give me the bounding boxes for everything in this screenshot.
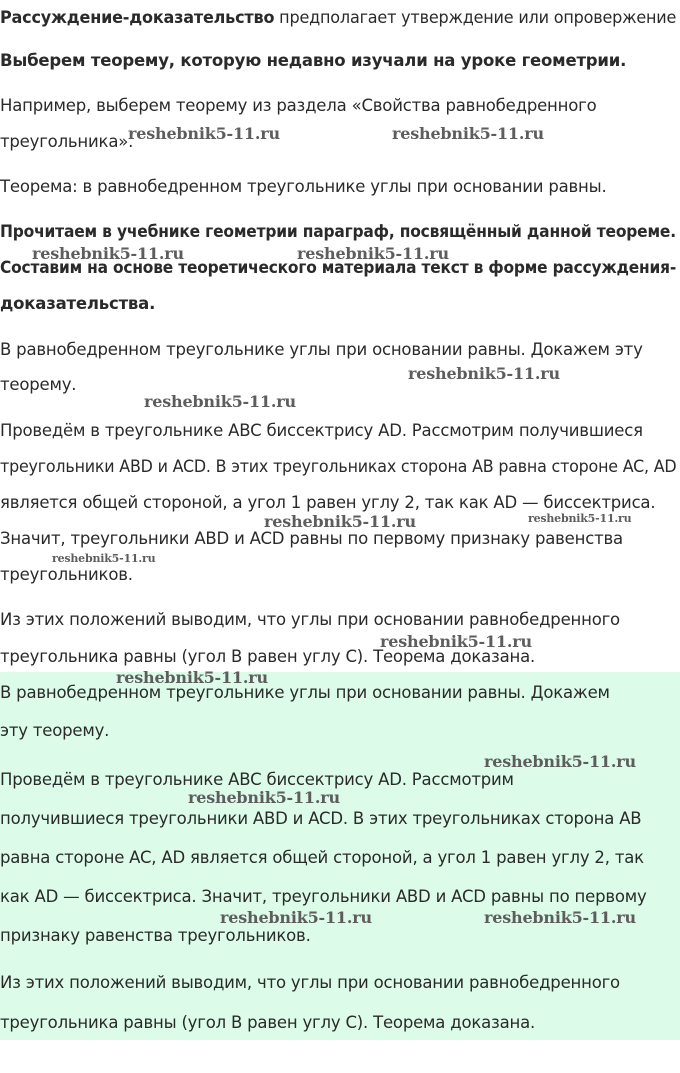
watermark: reshebnik5-11.ru xyxy=(32,244,184,263)
watermark: reshebnik5-11.ru xyxy=(528,512,632,525)
hl-proof-p2-line-1: Проведём в треугольнике ABC биссектрису AD. Рассмотрим xyxy=(0,770,514,789)
proof-p3-line-2: треугольника равны (угол B равен углу C). Теорема доказана. xyxy=(0,647,536,666)
watermark: reshebnik5-11.ru xyxy=(484,908,636,927)
step2-line-1: Прочитаем в учебнике геометрии параграф, посвящённый данной теореме. xyxy=(0,222,676,241)
proof-p2-line-1: Проведём в треугольнике ABC биссектрису AD. Рассмотрим получившиеся xyxy=(0,421,643,440)
intro-lead-rest: предполагает утверждение или опровержение xyxy=(274,8,677,27)
step2-line-2: Составим на основе теоретического материала текст в форме рассуждения- xyxy=(0,258,677,277)
hl-proof-p3-line-2: треугольника равны (угол B равен углу C). Теорема доказана. xyxy=(0,1013,536,1032)
hl-proof-p2-line-2: получившиеся треугольники ABD и ACD. В этих треугольниках сторона AB xyxy=(0,809,642,828)
watermark: reshebnik5-11.ru xyxy=(116,668,268,687)
hl-proof-p3-line-1: Из этих положений выводим, что углы при основании равнобедренного xyxy=(0,973,620,992)
proof-p1-line-2: теорему. xyxy=(0,375,77,394)
watermark: reshebnik5-11.ru xyxy=(52,552,156,565)
proof-p1-line-1: В равнобедренном треугольнике углы при основании равны. Докажем эту xyxy=(0,340,643,359)
watermark: reshebnik5-11.ru xyxy=(144,392,296,411)
hl-proof-p1-line-2: эту теорему. xyxy=(0,721,110,740)
watermark: reshebnik5-11.ru xyxy=(128,124,280,143)
watermark: reshebnik5-11.ru xyxy=(188,788,340,807)
proof-p2-line-5: треугольников. xyxy=(0,565,133,584)
watermark: reshebnik5-11.ru xyxy=(380,632,532,651)
hl-proof-p2-line-4: как AD — биссектриса. Значит, треугольники ABD и ACD равны по первому xyxy=(0,887,647,906)
watermark: reshebnik5-11.ru xyxy=(484,752,636,771)
proof-p2-line-2: треугольники ABD и ACD. В этих треугольниках сторона AB равна стороне AC, AD xyxy=(0,457,677,476)
step2-line-3: доказательства. xyxy=(0,294,156,313)
watermark: reshebnik5-11.ru xyxy=(392,124,544,143)
theorem-statement: Теорема: в равнобедренном треугольнике углы при основании равны. xyxy=(0,177,607,196)
proof-p2-line-3: является общей стороной, а угол 1 равен углу 2, так как AD — биссектриса. xyxy=(0,493,656,512)
watermark: reshebnik5-11.ru xyxy=(408,364,560,383)
proof-p2-line-4: Значит, треугольники ABD и ACD равны по первому признаку равенства xyxy=(0,529,623,548)
watermark: reshebnik5-11.ru xyxy=(297,244,449,263)
example-line-2: треугольника». xyxy=(0,132,134,151)
hl-proof-p2-line-3: равна стороне AC, AD является общей стороной, а угол 1 равен углу 2, так xyxy=(0,848,644,867)
proof-p3-line-1: Из этих положений выводим, что углы при основании равнобедренного xyxy=(0,610,620,629)
intro-lead-bold: Рассуждение-доказательство xyxy=(0,8,275,27)
hl-proof-p2-line-5: признаку равенства треугольников. xyxy=(0,926,311,945)
hl-proof-p1-line-1: В равнобедренном треугольнике углы при основании равны. Докажем xyxy=(0,683,610,702)
example-line-1: Например, выберем теорему из раздела «Свойства равнобедренного xyxy=(0,96,597,115)
watermark: reshebnik5-11.ru xyxy=(220,908,372,927)
step1-heading: Выберем теорему, которую недавно изучали на уроке геометрии. xyxy=(0,51,627,70)
watermark: reshebnik5-11.ru xyxy=(264,512,416,531)
intro-lead xyxy=(0,8,676,28)
